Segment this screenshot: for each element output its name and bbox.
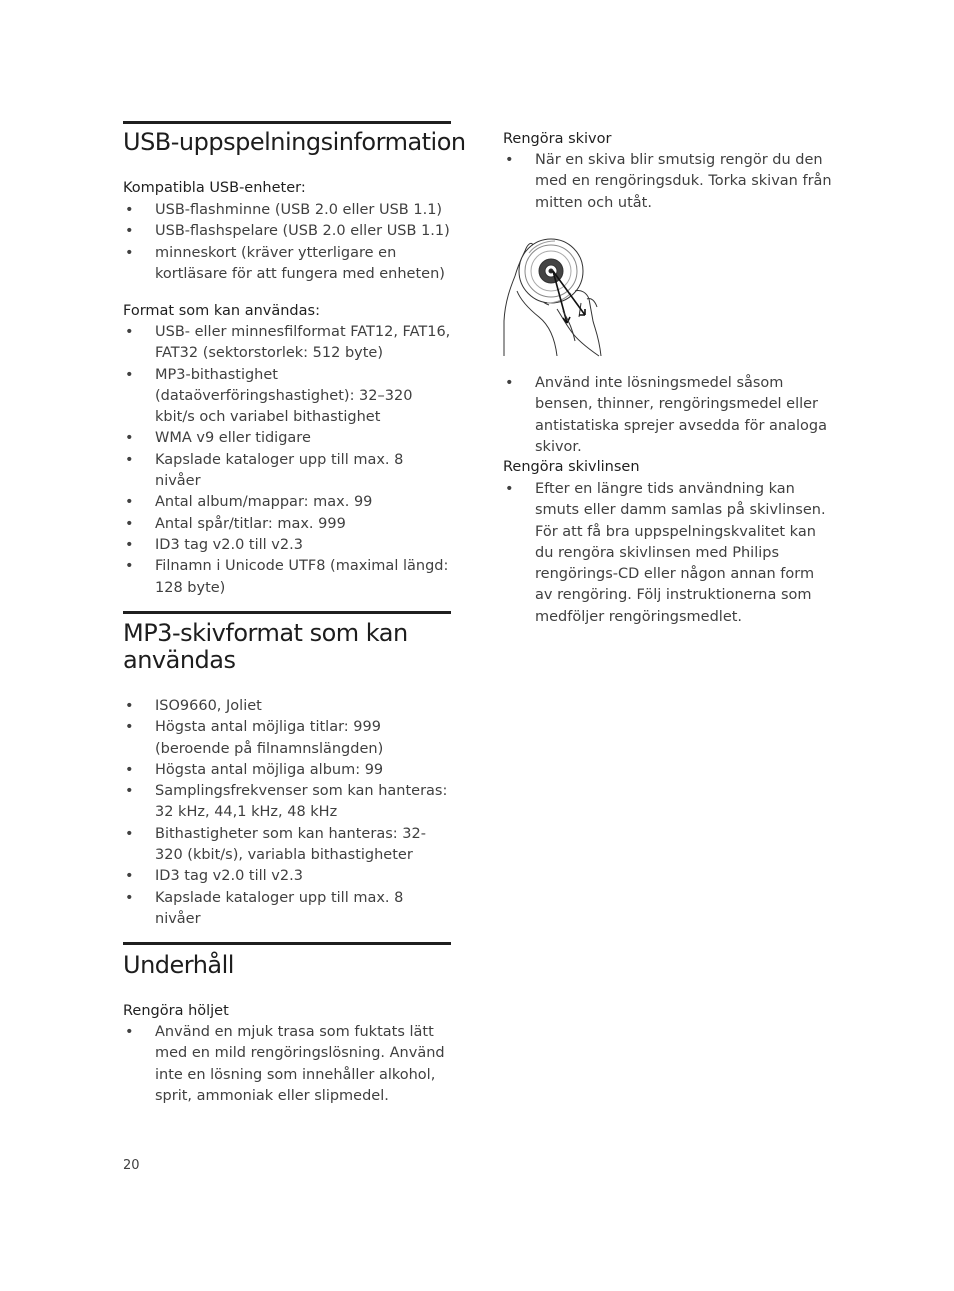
heading-mp3: [123, 620, 408, 674]
subhead-format: Format som kan användas:: [123, 303, 320, 319]
subhead-lens: Rengöra skivlinsen: [503, 459, 640, 475]
list-item: • minneskort (kräver ytterligare en kortläsare för att fungera med enheten): [123, 243, 451, 286]
list-item: • Kapslade kataloger upp till max. 8 nivåer: [123, 888, 451, 931]
list-item: • Använd en mjuk trasa som fuktats lätt med en mild rengöringslösning. Använd inte en lösning som innehåller alkohol, sprit, ammoniak eller slipmedel.: [123, 1022, 451, 1107]
disc-cleaning-illustration: [503, 231, 603, 359]
list-item: • USB- eller minnesfilformat FAT12, FAT16, FAT32 (sektorstorlek: 512 byte): [123, 322, 451, 365]
subhead-compat: Kompatibla USB-enheter:: [123, 180, 306, 196]
subhead-housing: Rengöra höljet: [123, 1003, 229, 1019]
section-rule-mp3: [123, 611, 451, 614]
list-item: • USB-flashspelare (USB 2.0 eller USB 1.1): [123, 221, 451, 242]
heading-mp3-line1: MP3-skivformat som kan: [123, 619, 408, 647]
list-item: • MP3-bithastighet (dataöverföringshastighet): 32–320 kbit/s och variabel bithastighet: [123, 365, 451, 429]
right-hand-outline: [557, 309, 599, 356]
list-item: • Använd inte lösningsmedel såsom bensen, thinner, rengöringsmedel eller antistatiska sprejer avsedda för analoga skivor.: [503, 373, 833, 458]
list-compat: [123, 200, 451, 285]
list-item: • ID3 tag v2.0 till v2.3: [123, 866, 451, 887]
heading-mp3-line2: användas: [123, 646, 236, 674]
list-item: • Bithastigheter som kan hanteras: 32-320 (kbit/s), variabla bithastigheter: [123, 824, 451, 867]
list-mp3: [123, 696, 451, 930]
list-lens: [503, 479, 833, 628]
list-format: [123, 322, 451, 599]
list-housing: [123, 1022, 451, 1107]
list-item: • Antal album/mappar: max. 99: [123, 492, 451, 513]
list-discs-b: [503, 373, 833, 458]
list-item: • Filnamn i Unicode UTF8 (maximal längd: 128 byte): [123, 556, 451, 599]
list-item: • ID3 tag v2.0 till v2.3: [123, 535, 451, 556]
list-discs-a: [503, 150, 833, 214]
list-item: • Antal spår/titlar: max. 999: [123, 514, 451, 535]
heading-maintenance: Underhåll: [123, 951, 234, 979]
section-rule-maint: [123, 942, 451, 945]
list-item: • Högsta antal möjliga album: 99: [123, 760, 451, 781]
list-item: • När en skiva blir smutsig rengör du den med en rengöringsduk. Torka skivan från mitten och utåt.: [503, 150, 833, 214]
list-item: • Kapslade kataloger upp till max. 8 nivåer: [123, 450, 451, 493]
section-rule-usb: [123, 121, 451, 124]
list-item: • ISO9660, Joliet: [123, 696, 451, 717]
list-item: • USB-flashminne (USB 2.0 eller USB 1.1): [123, 200, 451, 221]
list-item: • Högsta antal möjliga titlar: 999 (beroende på filnamnslängden): [123, 717, 451, 760]
list-item: • Samplingsfrekvenser som kan hanteras: 32 kHz, 44,1 kHz, 48 kHz: [123, 781, 451, 824]
list-item: • Efter en längre tids användning kan smuts eller damm samlas på skivlinsen. För att få bra uppspelningskvalitet kan du rengöra skivlinsen med Philips rengörings-CD eller någon annan form av rengöring. Följ instruktionerna som medföljer rengöringsmedlet.: [503, 479, 833, 628]
subhead-discs: Rengöra skivor: [503, 131, 612, 147]
page-number: 20: [123, 1158, 140, 1173]
list-item: • WMA v9 eller tidigare: [123, 428, 451, 449]
heading-usb: USB-uppspelningsinformation: [123, 128, 466, 156]
